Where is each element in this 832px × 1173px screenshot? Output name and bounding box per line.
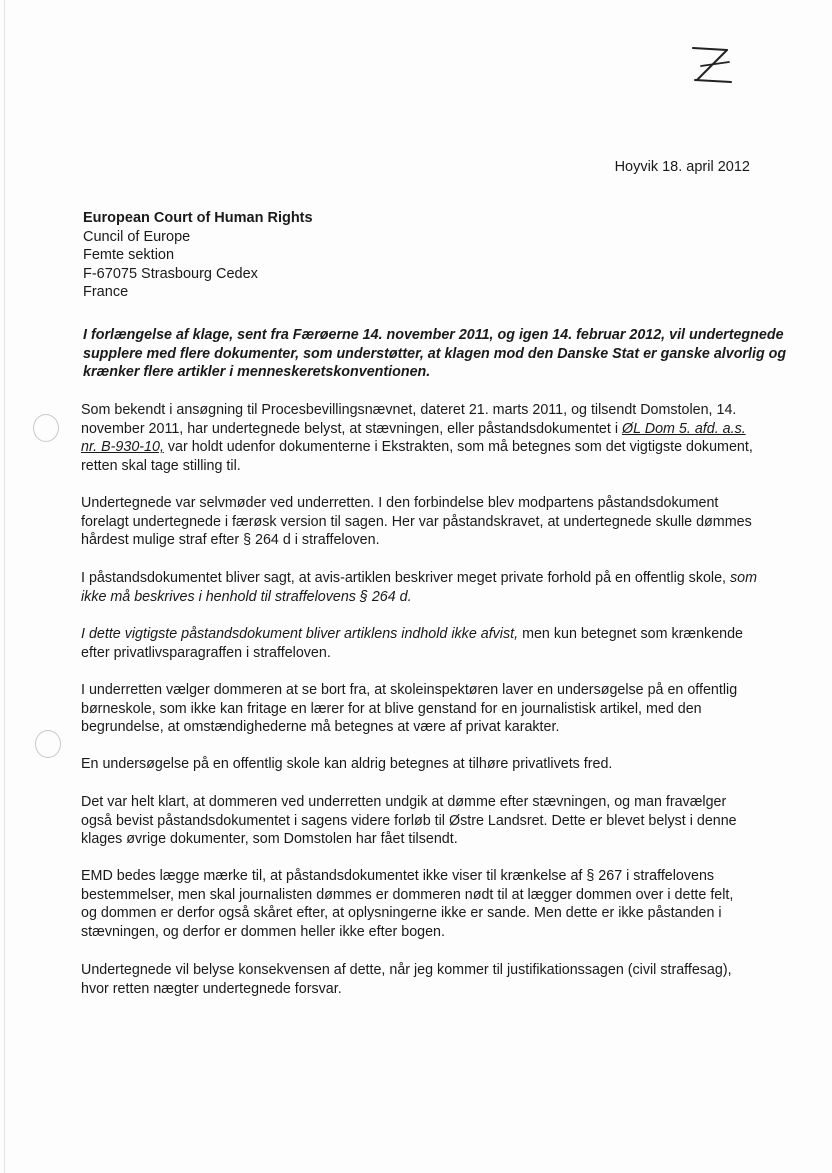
text-line: EMD bedes lægge mærke til, at påstandsdokumentet ikke viser til krænkelse af § 267 i straffelovens bbox=[81, 868, 715, 884]
address-line: Femte sektion bbox=[83, 247, 175, 264]
text-line bbox=[81, 438, 753, 457]
text-line: begrundelse, at omstændighederne må betegnes at være af privat karakter. bbox=[81, 719, 560, 736]
text-line bbox=[81, 569, 758, 588]
text-line: klages øvrige dokumenter, som Domstolen har fået tilsendt. bbox=[81, 831, 458, 848]
text-line: bestemmelser, men skal journalisten dømmes er dommeren nødt til at lægger dommen over i dette felt, bbox=[81, 886, 734, 903]
text-line: hvor retten nægter undertegnede forsvar. bbox=[81, 980, 342, 997]
text-line: børneskole, som ikke kan fritage en lærer for at blive genstand for en journalistisk artikel, med den bbox=[81, 700, 702, 717]
text-segment: november 2011, har undertegnede belyst, at stævningen, eller påstandsdokumentet i bbox=[81, 420, 622, 437]
punch-hole-bottom bbox=[35, 730, 61, 758]
paragraph-7 bbox=[81, 793, 753, 849]
text-line: Undertegnede var selvmøder ved underretten. I den forbindelse blev modpartens påstandsdokument bbox=[81, 495, 719, 511]
paragraph-1 bbox=[81, 401, 753, 475]
text-segment: var holdt udenfor dokumenterne i Ekstrakten, som må betegnes som det vigtigste dokument, bbox=[163, 439, 753, 456]
recipient-address bbox=[83, 209, 313, 302]
text-segment: men kun betegnet som krænkende bbox=[518, 626, 744, 642]
text-line: og dommen er derfor også skåret efter, at oplysningerne ikke er sande. Men dette er ikke påstanden i bbox=[81, 905, 722, 922]
paragraph-6 bbox=[81, 755, 753, 774]
text-line bbox=[81, 625, 753, 644]
address-line: Cuncil of Europe bbox=[83, 228, 191, 245]
address-line: F-67075 Strasbourg Cedex bbox=[83, 265, 258, 282]
text-line: stævningen, og derfor er dommen heller ikke efter bogen. bbox=[81, 923, 445, 940]
address-line: France bbox=[83, 284, 129, 301]
intro-line: supplere med flere dokumenter, som understøtter, at klagen mod den Danske Stat er ganske alvorlig og bbox=[83, 345, 787, 362]
text-segment-italic: som bbox=[730, 570, 758, 586]
paragraph-3 bbox=[81, 569, 758, 606]
text-line: Undertegnede vil belyse konsekvensen af dette, når jeg kommer til justifikationssagen (civil straffesag), bbox=[81, 962, 732, 978]
intro-line: I forlængelse af klage, sent fra Færøerne 14. november 2011, og igen 14. februar 2012, vil undertegnede bbox=[83, 327, 784, 343]
scan-edge bbox=[4, 0, 5, 1173]
text-segment: I påstandsdokumentet bliver sagt, at avis-artiklen beskriver meget private forhold på en offentlig skole, bbox=[81, 570, 731, 586]
paragraph-8 bbox=[81, 867, 753, 941]
text-line: ikke må beskrives i henhold til straffelovens § 264 d. bbox=[81, 588, 412, 605]
text-line: hårdest mulige straf efter § 264 d i straffeloven. bbox=[81, 532, 380, 549]
text-segment-italic: I dette vigtigste påstandsdokument bliver artiklens indhold ikke afvist, bbox=[81, 626, 519, 642]
case-reference: ØL Dom 5. afd. a.s. bbox=[621, 420, 746, 437]
paragraph-5 bbox=[81, 681, 753, 737]
intro-line: krænker flere artikler i menneskeretskonventionen. bbox=[83, 364, 431, 381]
text-line: Som bekendt i ansøgning til Procesbevillingsnævnet, dateret 21. marts 2011, og tilsendt Domstolen, 14. bbox=[81, 402, 737, 418]
punch-hole-top bbox=[33, 414, 59, 442]
text-line: også bevist påstandsdokumentet i sagens videre forløb til Østre Landsret. Dette er blevet belyst i denne bbox=[81, 812, 737, 829]
text-line: efter privatlivsparagraffen i straffeloven. bbox=[81, 644, 331, 661]
paragraph-2 bbox=[81, 494, 753, 550]
handwritten-page-number bbox=[683, 40, 739, 86]
text-line: Det var helt klart, at dommeren ved underretten undgik at dømme efter stævningen, og man fravælger bbox=[81, 794, 727, 810]
recipient-name: European Court of Human Rights bbox=[83, 210, 313, 226]
text-line: forelagt undertegnede i færøsk version til sagen. Her var påstandskravet, at undertegnede skulle dømmes bbox=[81, 513, 752, 530]
case-number: nr. B-930-10, bbox=[81, 439, 164, 456]
paragraph-9 bbox=[81, 961, 753, 998]
text-line bbox=[81, 420, 753, 439]
text-line: En undersøgelse på en offentlig skole kan aldrig betegnes at tilhøre privatlivets fred. bbox=[81, 756, 613, 772]
text-line: retten skal tage stilling til. bbox=[81, 457, 241, 474]
intro-paragraph bbox=[83, 326, 787, 382]
letter-date: Hoyvik 18. april 2012 bbox=[614, 159, 750, 175]
text-line: I underretten vælger dommeren at se bort fra, at skoleinspektøren laver en undersøgelse på en offentlig bbox=[81, 682, 738, 698]
paragraph-4 bbox=[81, 625, 753, 662]
